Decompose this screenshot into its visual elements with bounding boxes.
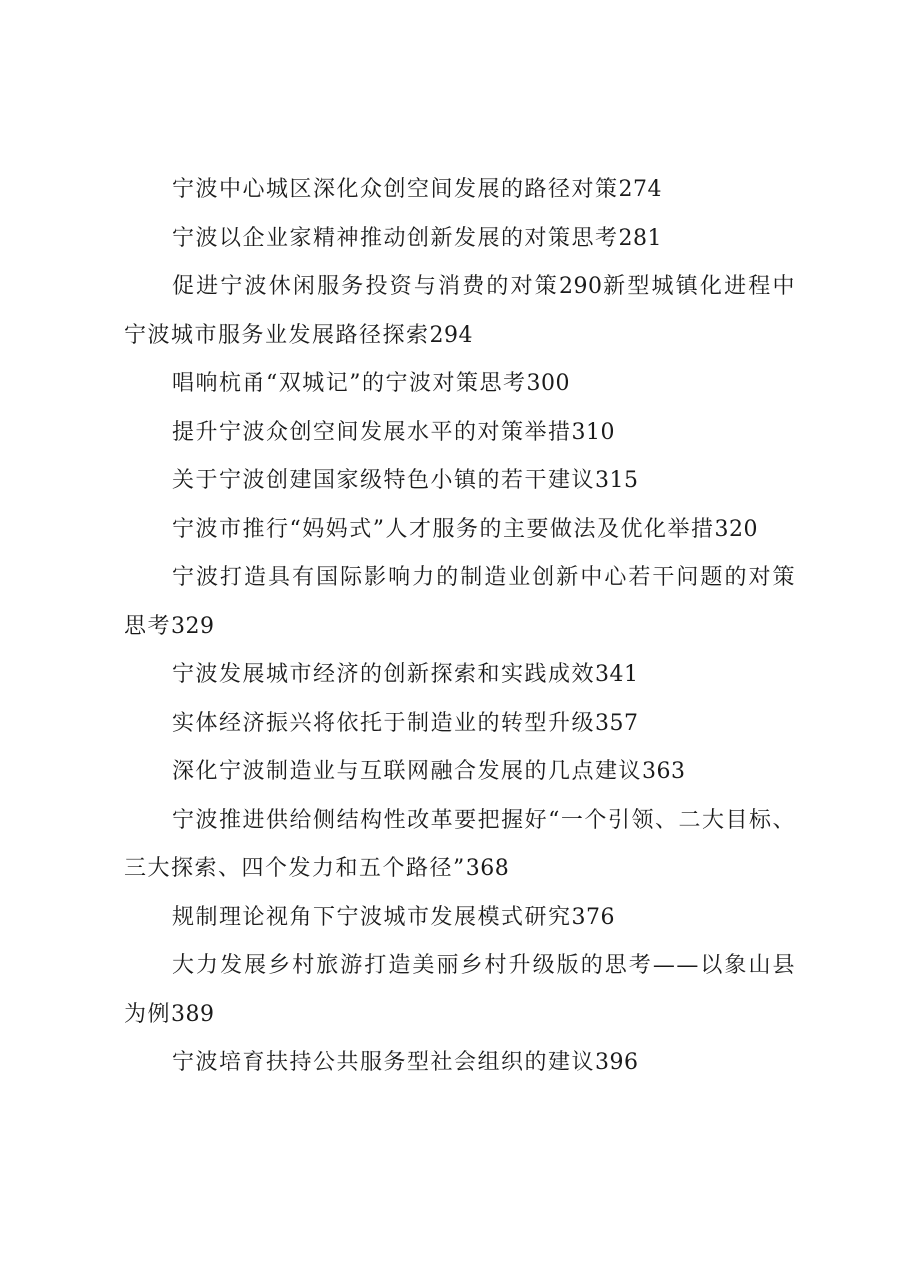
table-of-contents: [124, 166, 796, 1088]
toc-entry-title: 促进宁波休闲服务投资与消费的对策: [172, 274, 559, 299]
toc-entry-page: 396: [595, 1050, 639, 1075]
toc-entry: [124, 894, 796, 943]
toc-entry: [124, 554, 796, 651]
toc-entry-page: 310: [571, 419, 616, 445]
toc-entry-title: 唱响杭甬“双城记”的宁波对策思考: [172, 371, 527, 396]
toc-entry-page: 281: [618, 225, 663, 251]
toc-entry: [124, 1039, 796, 1088]
toc-entry-title: 宁波推进供给侧结构性改革要把握好“一个引领、二大目标、三大探索、四个发力和五个路径”: [124, 807, 796, 881]
toc-entry: [124, 700, 796, 749]
toc-entry-title: 宁波以企业家精神推动创新发展的对策思考: [172, 225, 619, 251]
toc-entry-title: 大力发展乡村旅游打造美丽乡村升级版的思考——以象山县为例: [124, 953, 796, 1027]
toc-entry-continuation-title: 新型城镇化进程中宁波城市服务业发展路径探索: [124, 274, 796, 348]
toc-entry-page: 341: [595, 662, 639, 687]
toc-entry-title: 提升宁波众创空间发展水平的对策举措: [172, 419, 572, 445]
toc-entry-title: 宁波发展城市经济的创新探索和实践成效: [172, 662, 596, 687]
toc-entry: [124, 942, 796, 1039]
toc-entry-page: 315: [595, 468, 639, 493]
toc-entry: [124, 506, 796, 555]
toc-entry: [124, 748, 796, 797]
toc-entry-page: 320: [714, 516, 758, 542]
toc-entry-page: 389: [171, 1001, 215, 1027]
toc-entry: [124, 651, 796, 700]
toc-entry-title: 宁波中心城区深化众创空间发展的路径对策: [172, 177, 619, 202]
toc-entry-title: 规制理论视角下宁波城市发展模式研究: [172, 904, 572, 930]
toc-entry: [124, 457, 796, 506]
toc-entry-title: 宁波市推行“妈妈式”人才服务的主要做法及优化举措: [172, 516, 715, 542]
toc-entry-page: 290: [558, 274, 603, 299]
toc-entry-page: 376: [571, 904, 616, 930]
toc-entry-title: 宁波培育扶持公共服务型社会组织的建议: [172, 1050, 596, 1075]
toc-entry-page: 363: [642, 759, 686, 784]
toc-entry: [124, 263, 796, 360]
toc-entry-title: 宁波打造具有国际影响力的制造业创新中心若干问题的对策思考: [124, 565, 796, 639]
toc-entry: [124, 215, 796, 264]
toc-entry-title: 实体经济振兴将依托于制造业的转型升级: [172, 710, 596, 736]
toc-entry: [124, 360, 796, 409]
toc-entry-page: 329: [171, 613, 215, 639]
toc-entry-title: 深化宁波制造业与互联网融合发展的几点建议: [172, 759, 643, 784]
toc-entry-page: 368: [465, 856, 510, 881]
toc-entry-page: 300: [526, 371, 570, 396]
toc-entry-page: 274: [618, 177, 663, 202]
toc-entry: [124, 166, 796, 215]
toc-entry-continuation-page: 294: [429, 322, 474, 348]
toc-entry: [124, 409, 796, 458]
toc-entry-title: 关于宁波创建国家级特色小镇的若干建议: [172, 468, 596, 493]
toc-entry-page: 357: [595, 710, 639, 736]
toc-entry: [124, 797, 796, 894]
